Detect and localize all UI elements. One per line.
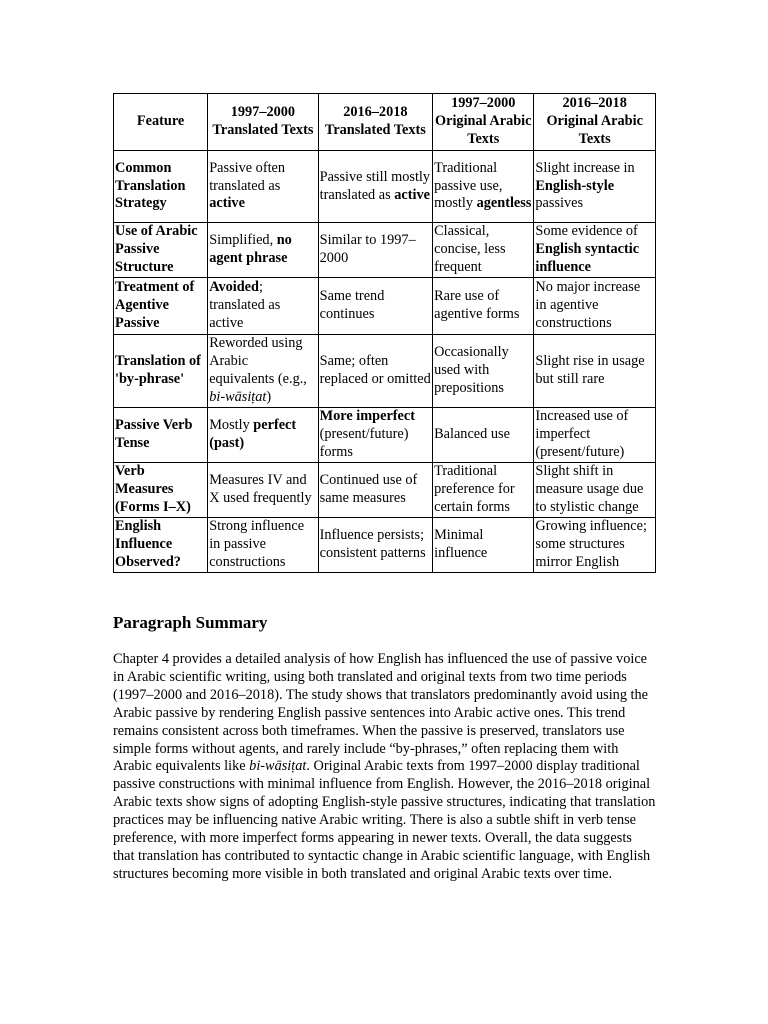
text-run: Slight increase in [535, 159, 635, 176]
text-run: Rare use of agentive forms [434, 288, 520, 322]
text-run: Some evidence of [535, 223, 638, 240]
text-run: Chapter 4 provides a detailed analysis of how English has influenced the use of passive voice in Arabic scientific writing, using both translated and original texts from two time periods (1997–2000 and 2016–2018). The study shows that translators predominantly avoid using the Arabic passive by rendering English passive sentences into Arabic active ones. This trend remains consistent across both timeframes. When the passive is preserved, translators use simple forms without agents, and rarely include “by-phrases,” often replacing them with Arabic equivalents like [113, 651, 649, 775]
text-run: Reworded using Arabic equivalents (e.g., [209, 335, 307, 387]
header-feature: Feature [114, 94, 208, 151]
table-cell [534, 463, 656, 518]
table-cell [208, 223, 318, 278]
table-cell [318, 408, 432, 463]
bold-text: active [209, 195, 245, 212]
text-run: Classical, concise, less frequent [434, 223, 506, 275]
text-run: Similar to 1997–2000 [319, 232, 416, 266]
summary-heading: Paragraph Summary [113, 613, 268, 632]
text-run: Traditional passive use, mostly [434, 159, 503, 212]
text-run: Traditional preference for certain forms [434, 463, 515, 515]
header-translated-1997: 1997–2000 Translated Texts [208, 94, 318, 151]
table-cell [208, 335, 318, 408]
table-cell [318, 278, 432, 335]
comparison-table [113, 93, 656, 573]
text-run: Same trend continues [319, 288, 385, 322]
feature-cell: Translation of 'by-phrase' [114, 335, 208, 408]
feature-cell: Verb Measures (Forms I–X) [114, 463, 208, 518]
feature-cell: Treatment of Agentive Passive [114, 278, 208, 335]
table-cell [208, 278, 318, 335]
table-header-row [114, 94, 656, 151]
table-cell [318, 151, 432, 223]
table-cell [208, 408, 318, 463]
table-row [114, 463, 656, 518]
text-run: Growing influence; some structures mirror English [535, 518, 647, 570]
text-run: ) [266, 388, 272, 405]
header-translated-2016: 2016–2018 Translated Texts [318, 94, 432, 151]
text-run: Increased use of imperfect (present/future) [535, 408, 629, 460]
text-run: Passive often translated as [209, 159, 286, 194]
header-original-1997: 1997–2000 Original Arabic Texts [433, 94, 534, 151]
bold-text: active [394, 186, 430, 203]
text-run: . Original Arabic texts from 1997–2000 display traditional passive constructions with minimal influence from English. However, the 2016–2018 original Arabic texts show signs of adopting English-style passive structures, indicating that translation practices may be influencing native Arabic writing. There is also a subtle shift in verb tense preference, with more imperfect forms appearing in newer texts. Overall, the data suggests that translation has contributed to syntactic change in Arabic scientific language, with English structures becoming more visible in both translated and original Arabic texts over time. [113, 758, 656, 882]
table-row [114, 335, 656, 408]
text-run: Mostly [209, 417, 254, 434]
summary-paragraph [113, 651, 656, 884]
table-cell [534, 223, 656, 278]
text-run: Balanced use [434, 426, 510, 443]
table-cell [318, 463, 432, 518]
text-run: Measures IV and X used frequently [209, 472, 312, 506]
feature-cell: Use of Arabic Passive Structure [114, 223, 208, 278]
table-cell [534, 278, 656, 335]
text-run: Influence persists; consistent patterns [319, 527, 426, 561]
bold-text: perfect (past) [209, 417, 297, 451]
feature-cell: English Influence Observed? [114, 518, 208, 573]
table-row [114, 278, 656, 335]
text-run: ; translated as active [209, 279, 281, 331]
bold-text: English syntactic influence [535, 241, 640, 275]
table-cell [433, 151, 534, 223]
text-run: Slight rise in usage but still rare [535, 353, 645, 387]
feature-cell: Passive Verb Tense [114, 408, 208, 463]
text-run: No major increase in agentive constructions [535, 279, 641, 331]
table-cell [534, 408, 656, 463]
table-cell [318, 335, 432, 408]
table-cell [433, 518, 534, 573]
text-run: Minimal influence [434, 527, 488, 561]
table-body [114, 151, 656, 573]
table-cell [433, 278, 534, 335]
table-cell [534, 335, 656, 408]
text-run: Strong influence in passive constructions [209, 518, 305, 570]
bold-text: More imperfect [319, 408, 416, 425]
table-cell [433, 408, 534, 463]
table-cell [318, 518, 432, 573]
italic-text: bi-wāsiṭat [249, 758, 307, 775]
table-row [114, 408, 656, 463]
table-cell [208, 518, 318, 573]
table-row [114, 151, 656, 223]
table-cell [318, 223, 432, 278]
text-run: Passive still mostly translated as [319, 168, 431, 203]
italic-text: bi-wāsiṭat [209, 388, 267, 405]
bold-text: no agent phrase [209, 232, 292, 266]
text-run: Simplified, [209, 232, 277, 249]
text-run: Continued use of same measures [319, 472, 418, 506]
table-row [114, 223, 656, 278]
text-run: Occasionally used with prepositions [434, 344, 509, 396]
bold-text: Avoided [209, 279, 259, 296]
bold-text: agentless [476, 195, 532, 212]
table-cell [534, 518, 656, 573]
text-run: Slight shift in measure usage due to stylistic change [535, 463, 644, 515]
table-cell [433, 463, 534, 518]
table-cell [208, 151, 318, 223]
header-original-2016: 2016–2018 Original Arabic Texts [534, 94, 656, 151]
table-row [114, 518, 656, 573]
table-cell [433, 335, 534, 408]
text-run: passives [535, 195, 584, 212]
table-cell [534, 151, 656, 223]
document-page [113, 93, 656, 884]
table-cell [208, 463, 318, 518]
feature-cell: Common Translation Strategy [114, 151, 208, 223]
table-cell [433, 223, 534, 278]
text-run: Same; often replaced or omitted [319, 353, 431, 387]
text-run: (present/future) forms [319, 426, 409, 460]
bold-text: English-style [535, 177, 615, 194]
